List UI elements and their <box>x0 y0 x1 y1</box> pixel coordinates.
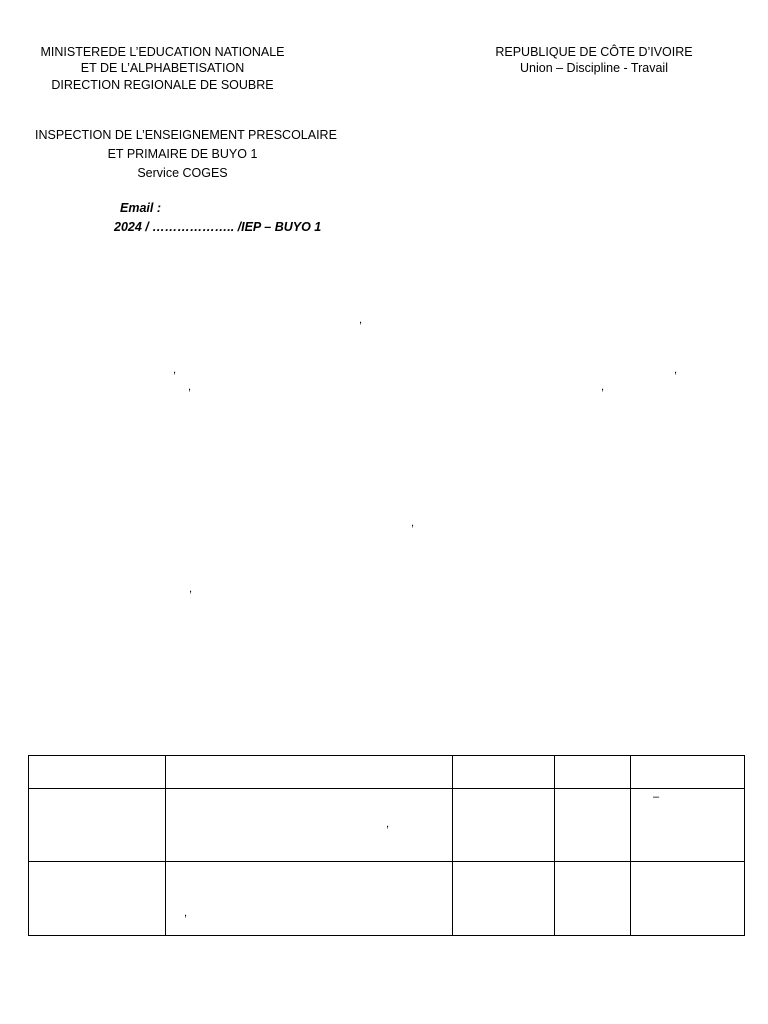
table-cell <box>631 789 745 862</box>
table-cell <box>631 862 745 936</box>
email-label: Email : <box>120 201 161 215</box>
ministry-name: MINISTEREDE L’EDUCATION NATIONALE <box>40 45 285 59</box>
reference-number: 2024 / ……………….. /IEP – BUYO 1 <box>114 220 322 234</box>
body-comma: , <box>359 314 363 326</box>
republic-name: REPUBLIQUE DE CÔTE D’IVOIRE <box>495 45 693 59</box>
table-cell <box>29 756 166 789</box>
body-comma: , <box>674 364 678 376</box>
table-header-row <box>29 756 745 789</box>
cell-comma: , <box>184 907 188 919</box>
table-cell <box>555 862 631 936</box>
table-cell <box>555 789 631 862</box>
table-row <box>29 862 745 936</box>
inspection-subtitle: ET PRIMAIRE DE BUYO 1 <box>107 147 258 161</box>
cell-dash: – <box>653 791 660 803</box>
body-comma: , <box>188 381 192 393</box>
ministry-subtitle: ET DE L’ALPHABETISATION <box>80 61 245 75</box>
table-cell <box>166 789 453 862</box>
republic-motto: Union – Discipline - Travail <box>520 61 668 75</box>
body-comma: , <box>411 517 415 529</box>
regional-direction: DIRECTION REGIONALE DE SOUBRE <box>51 78 274 92</box>
table-cell <box>29 862 166 936</box>
table-cell <box>631 756 745 789</box>
cell-comma: , <box>386 818 390 830</box>
table-row <box>29 789 745 862</box>
service-name: Service COGES <box>137 166 228 180</box>
table-cell <box>555 756 631 789</box>
inspection-name: INSPECTION DE L’ENSEIGNEMENT PRESCOLAIRE <box>35 128 337 142</box>
table-cell <box>453 756 555 789</box>
table-cell <box>166 862 453 936</box>
body-comma: , <box>601 381 605 393</box>
table-cell <box>29 789 166 862</box>
table-cell <box>453 789 555 862</box>
body-comma: , <box>189 583 193 595</box>
body-comma: , <box>173 364 177 376</box>
table-cell <box>453 862 555 936</box>
table-cell <box>166 756 453 789</box>
coges-table <box>28 755 745 936</box>
